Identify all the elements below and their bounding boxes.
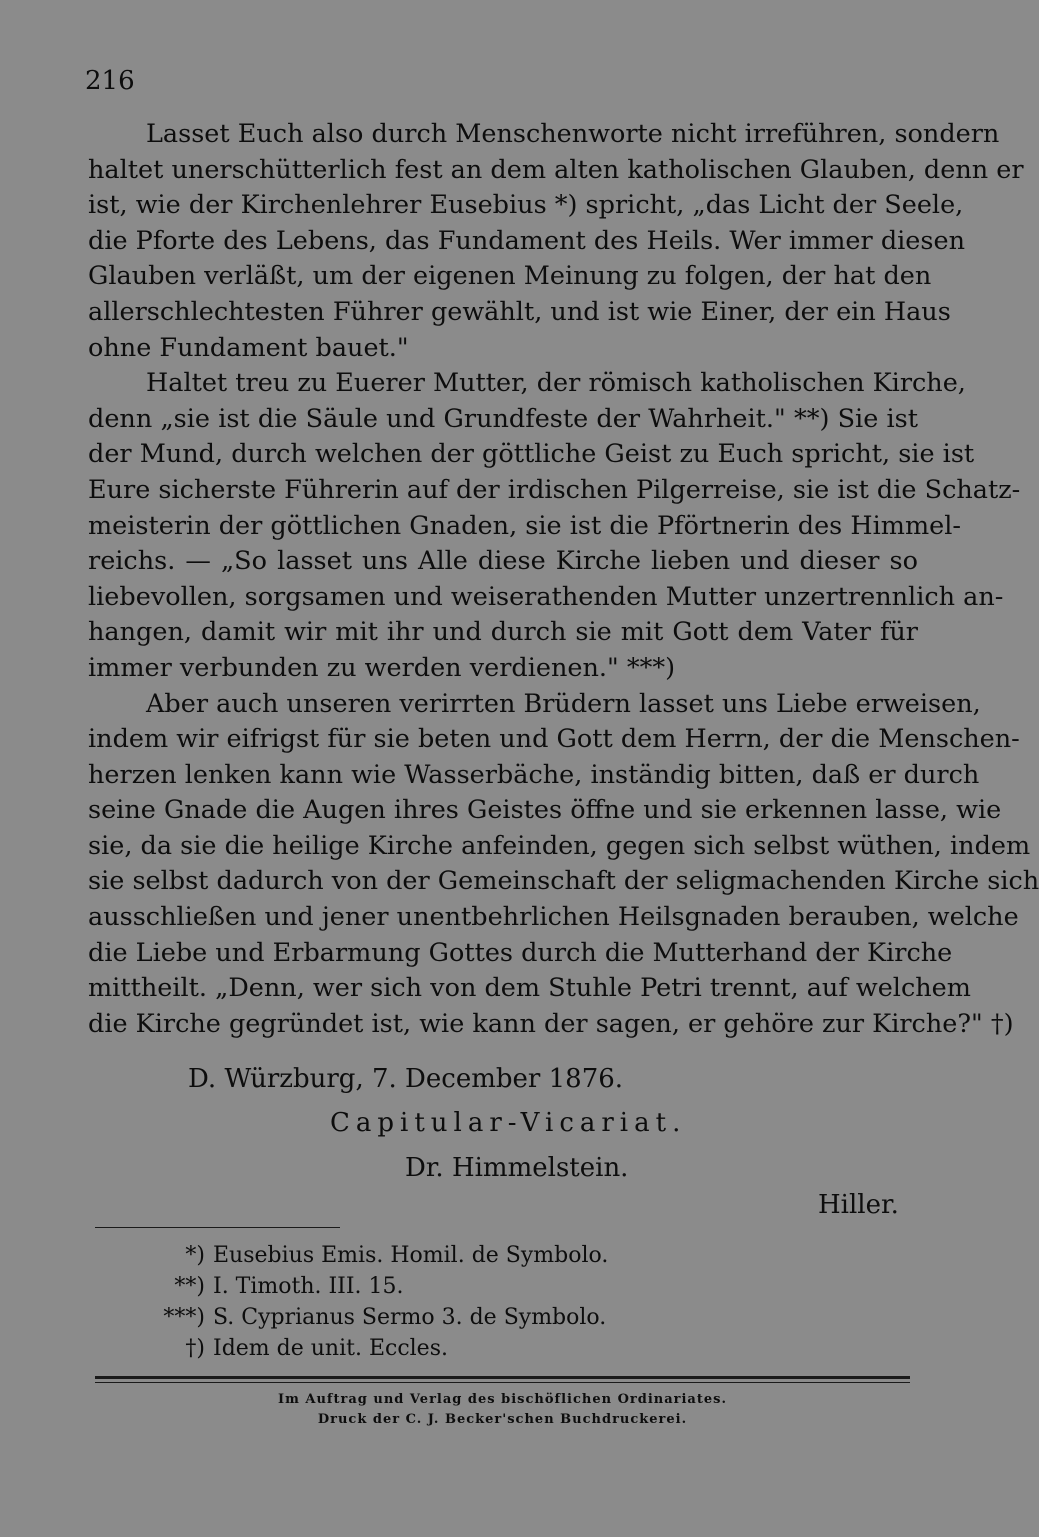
- body-line: ohne Fundament bauet.": [88, 332, 409, 363]
- footnote: [150, 1302, 608, 1333]
- body-line: allerschlechtesten Führer gewählt, und ist wie Einer, der ein Haus: [88, 296, 951, 327]
- footnote-mark: ***): [163, 1305, 205, 1330]
- footnote: [150, 1240, 608, 1271]
- body-line: herzen lenken kann wie Wasserbäche, inständig bitten, daß er durch: [88, 759, 980, 790]
- signature-office: Capitular-Vicariat.: [330, 1108, 687, 1138]
- body-line: der Mund, durch welchen der göttliche Geist zu Euch spricht, sie ist: [88, 439, 975, 470]
- body-line: liebevollen, sorgsamen und weiserathenden Mutter unzertrennlich an-: [88, 581, 1004, 612]
- footnote-text: Idem de unit. Eccles.: [213, 1336, 448, 1361]
- footnote-text: S. Cyprianus Sermo 3. de Symbolo.: [213, 1305, 607, 1330]
- body-line: ausschließen und jener unentbehrlichen Heilsgnaden berauben, welche: [88, 902, 1019, 933]
- body-line: seine Gnade die Augen ihres Geistes öffne und sie erkennen lasse, wie: [88, 795, 1002, 826]
- body-line: haltet unerschütterlich fest an dem alten katholischen Glauben, denn er: [88, 154, 1024, 185]
- body-line: reichs. — „So lasset uns Alle diese Kirche lieben und dieser so: [88, 546, 918, 577]
- signature-name: Dr. Himmelstein.: [405, 1153, 629, 1183]
- footnote-mark: †): [185, 1336, 205, 1361]
- body-line: mittheilt. „Denn, wer sich von dem Stuhle Petri trennt, auf welchem: [88, 973, 971, 1004]
- body-line: meisterin der göttlichen Gnaden, sie ist die Pförtnerin des Himmel-: [88, 510, 961, 541]
- body-line: die Pforte des Lebens, das Fundament des Heils. Wer immer diesen: [88, 225, 965, 256]
- body-line: Haltet treu zu Euerer Mutter, der römisch katholischen Kirche,: [146, 368, 966, 399]
- body-line: sie selbst dadurch von der Gemeinschaft der seligmachenden Kirche sich: [88, 866, 1039, 897]
- body-line: indem wir eifrigst für sie beten und Gott dem Herrn, der die Menschen-: [88, 724, 1020, 755]
- footnote-text: I. Timoth. III. 15.: [213, 1274, 404, 1299]
- body-line: die Liebe und Erbarmung Gottes durch die Mutterhand der Kirche: [88, 937, 953, 968]
- body-line: sie, da sie die heilige Kirche anfeinden, gegen sich selbst wüthen, indem: [88, 830, 1031, 861]
- body-line: Lasset Euch also durch Menschenworte nicht irreführen, sondern: [146, 119, 1000, 149]
- imprint-rule: [95, 1376, 910, 1379]
- imprint-line: Im Auftrag und Verlag des bischöflichen Ordinariates.: [278, 1392, 727, 1407]
- imprint-rule: [95, 1382, 910, 1383]
- body-line: Glauben verläßt, um der eigenen Meinung zu folgen, der hat den: [88, 261, 932, 292]
- footnote-text: Eusebius Emis. Homil. de Symbolo.: [213, 1243, 609, 1268]
- footnote-mark: *): [185, 1243, 205, 1268]
- footnote-rule: [95, 1227, 340, 1228]
- signature-date: D. Würzburg, 7. December 1876.: [188, 1064, 624, 1094]
- footnote: [150, 1271, 608, 1302]
- body-line: die Kirche gegründet ist, wie kann der sagen, er gehöre zur Kirche?" †): [88, 1008, 1014, 1039]
- footnotes: [150, 1240, 608, 1364]
- imprint-line: Druck der C. J. Becker'schen Buchdruckerei.: [317, 1412, 688, 1427]
- footnote-mark: **): [174, 1274, 205, 1299]
- body-line: ist, wie der Kirchenlehrer Eusebius *) spricht, „das Licht der Seele,: [88, 190, 964, 221]
- footnote: [150, 1333, 608, 1364]
- body-line: immer verbunden zu werden verdienen." ***): [88, 652, 676, 683]
- page-number: 216: [85, 66, 135, 96]
- body-line: hangen, damit wir mit ihr und durch sie mit Gott dem Vater für: [88, 617, 918, 648]
- body-line: Eure sicherste Führerin auf der irdischen Pilgerreise, sie ist die Schatz-: [88, 474, 1021, 505]
- body-text: [88, 117, 1039, 1042]
- signature-name: Hiller.: [818, 1190, 899, 1220]
- body-line: denn „sie ist die Säule und Grundfeste der Wahrheit." **) Sie ist: [88, 403, 918, 434]
- body-line: Aber auch unseren verirrten Brüdern lasset uns Liebe erweisen,: [146, 688, 981, 719]
